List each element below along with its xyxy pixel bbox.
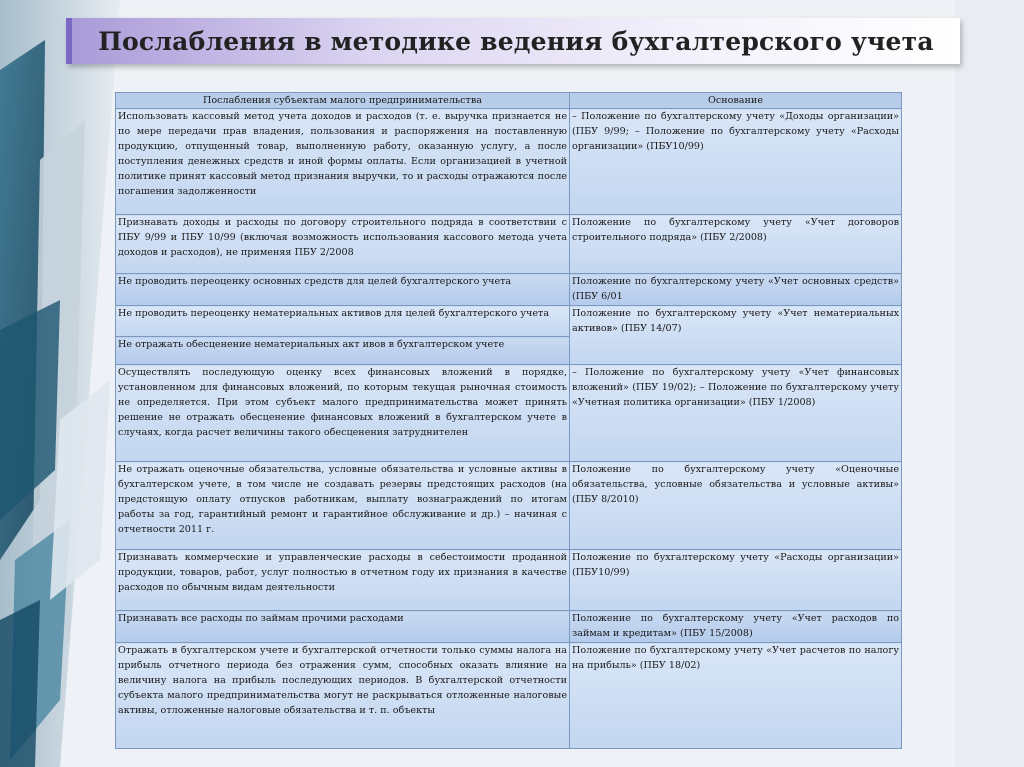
basis-cell: – Положение по бухгалтерскому учету «Доходы организации» (ПБУ 9/99; – Положение по бухгалтерскому учету «Расходы организации» (ПБУ10/99): [570, 109, 902, 215]
relief-cell: Осуществлять последующую оценку всех финансовых вложений в порядке, установленном для финансовых вложений, по которым текущая рыночная стоимость не определяется. При этом субъект малого предпринимательства может принять решение не отражать обесценение финансовых вложений в бухгалтерском учете в случаях, когда расчет величины такого обесценения затруднителен: [116, 365, 570, 462]
basis-cell: Положение по бухгалтерскому учету «Учет нематериальных активов» (ПБУ 14/07): [570, 306, 902, 365]
table-row: [116, 611, 902, 643]
table-row: [116, 365, 902, 462]
relief-cell: Отражать в бухгалтерском учете и бухгалтерской отчетности только суммы налога на прибыль отчетного периода без отражения сумм, способных оказать влияние на величину налога на прибыль последующих периодов. В бухгалтерской отчетности субъекта малого предпринимательства могут не раскрываться отложенные налоговые активы, отложенные налоговые обязательства и т. п. объекты: [116, 643, 570, 749]
header-basis: Основание: [570, 93, 902, 109]
relief-cell: Не проводить переоценку нематериальных активов для целей бухгалтерского учета: [116, 306, 570, 337]
basis-cell: Положение по бухгалтерскому учету «Оценочные обязательства, условные обязательства и условные активы» (ПБУ 8/2010): [570, 462, 902, 550]
title-bar: [66, 18, 960, 64]
relief-cell: Не проводить переоценку основных средств для целей бухгалтерского учета: [116, 274, 570, 306]
table-row: [116, 306, 902, 337]
basis-cell: Положение по бухгалтерскому учету «Учет расчетов по налогу на прибыль» (ПБУ 18/02): [570, 643, 902, 749]
basis-cell: Положение по бухгалтерскому учету «Учет основных средств» (ПБУ 6/01: [570, 274, 902, 306]
basis-cell: Положение по бухгалтерскому учету «Учет договоров строительного подряда» (ПБУ 2/2008): [570, 215, 902, 274]
table-row: [116, 462, 902, 550]
relief-cell: Признавать доходы и расходы по договору строительного подряда в соответствии с ПБУ 9/99 и ПБУ 10/99 (включая возможность использования кассового метода учета доходов и расходов), не применяя ПБУ 2/2008: [116, 215, 570, 274]
table-row: [116, 109, 902, 215]
basis-cell: – Положение по бухгалтерскому учету «Учет финансовых вложений» (ПБУ 19/02); – Положение по бухгалтерскому учету «Учетная политика организации» (ПБУ 1/2008): [570, 365, 902, 462]
table-row: [116, 274, 902, 306]
basis-cell: Положение по бухгалтерскому учету «Учет расходов по займам и кредитам» (ПБУ 15/2008): [570, 611, 902, 643]
relief-cell: Признавать все расходы по займам прочими расходами: [116, 611, 570, 643]
table-row: [116, 215, 902, 274]
relief-cell: Использовать кассовый метод учета доходов и расходов (т. е. выручка признается не по мере передачи прав владения, пользования и распоряжения на поставленную продукцию, отпущенный товар, выполненную работу, оказанную услугу, а после поступления денежных средств и иной формы оплаты. Если организацией в учетной политике принят кассовый метод признания выручки, то и расходы отражаются после погашения задолженности: [116, 109, 570, 215]
header-relief: Послабления субъектам малого предпринимательства: [116, 93, 570, 109]
relief-cell: Признавать коммерческие и управленческие расходы в себестоимости проданной продукции, товаров, работ, услуг полностью в отчетном году их признания в качестве расходов по обычным видам деятельности: [116, 550, 570, 611]
relief-cell: Не отражать обесценение нематериальных акт ивов в бухгалтерском учете: [116, 337, 570, 365]
slide-title: Послабления в методике ведения бухгалтерского учета: [98, 26, 934, 56]
table-row: [116, 643, 902, 749]
relief-table: [115, 92, 902, 749]
relief-cell: Не отражать оценочные обязательства, условные обязательства и условные активы в бухгалтерском учете, в том числе не создавать резервы предстоящих расходов (на предстоящую оплату отпусков работникам, выплату вознаграждений по итогам работы за год, гарантийный ремонт и гарантийное обслуживание и др.) – начиная с отчетности 2011 г.: [116, 462, 570, 550]
table-row: [116, 550, 902, 611]
basis-cell: Положение по бухгалтерскому учету «Расходы организации» (ПБУ10/99): [570, 550, 902, 611]
table-header-row: [116, 93, 902, 109]
